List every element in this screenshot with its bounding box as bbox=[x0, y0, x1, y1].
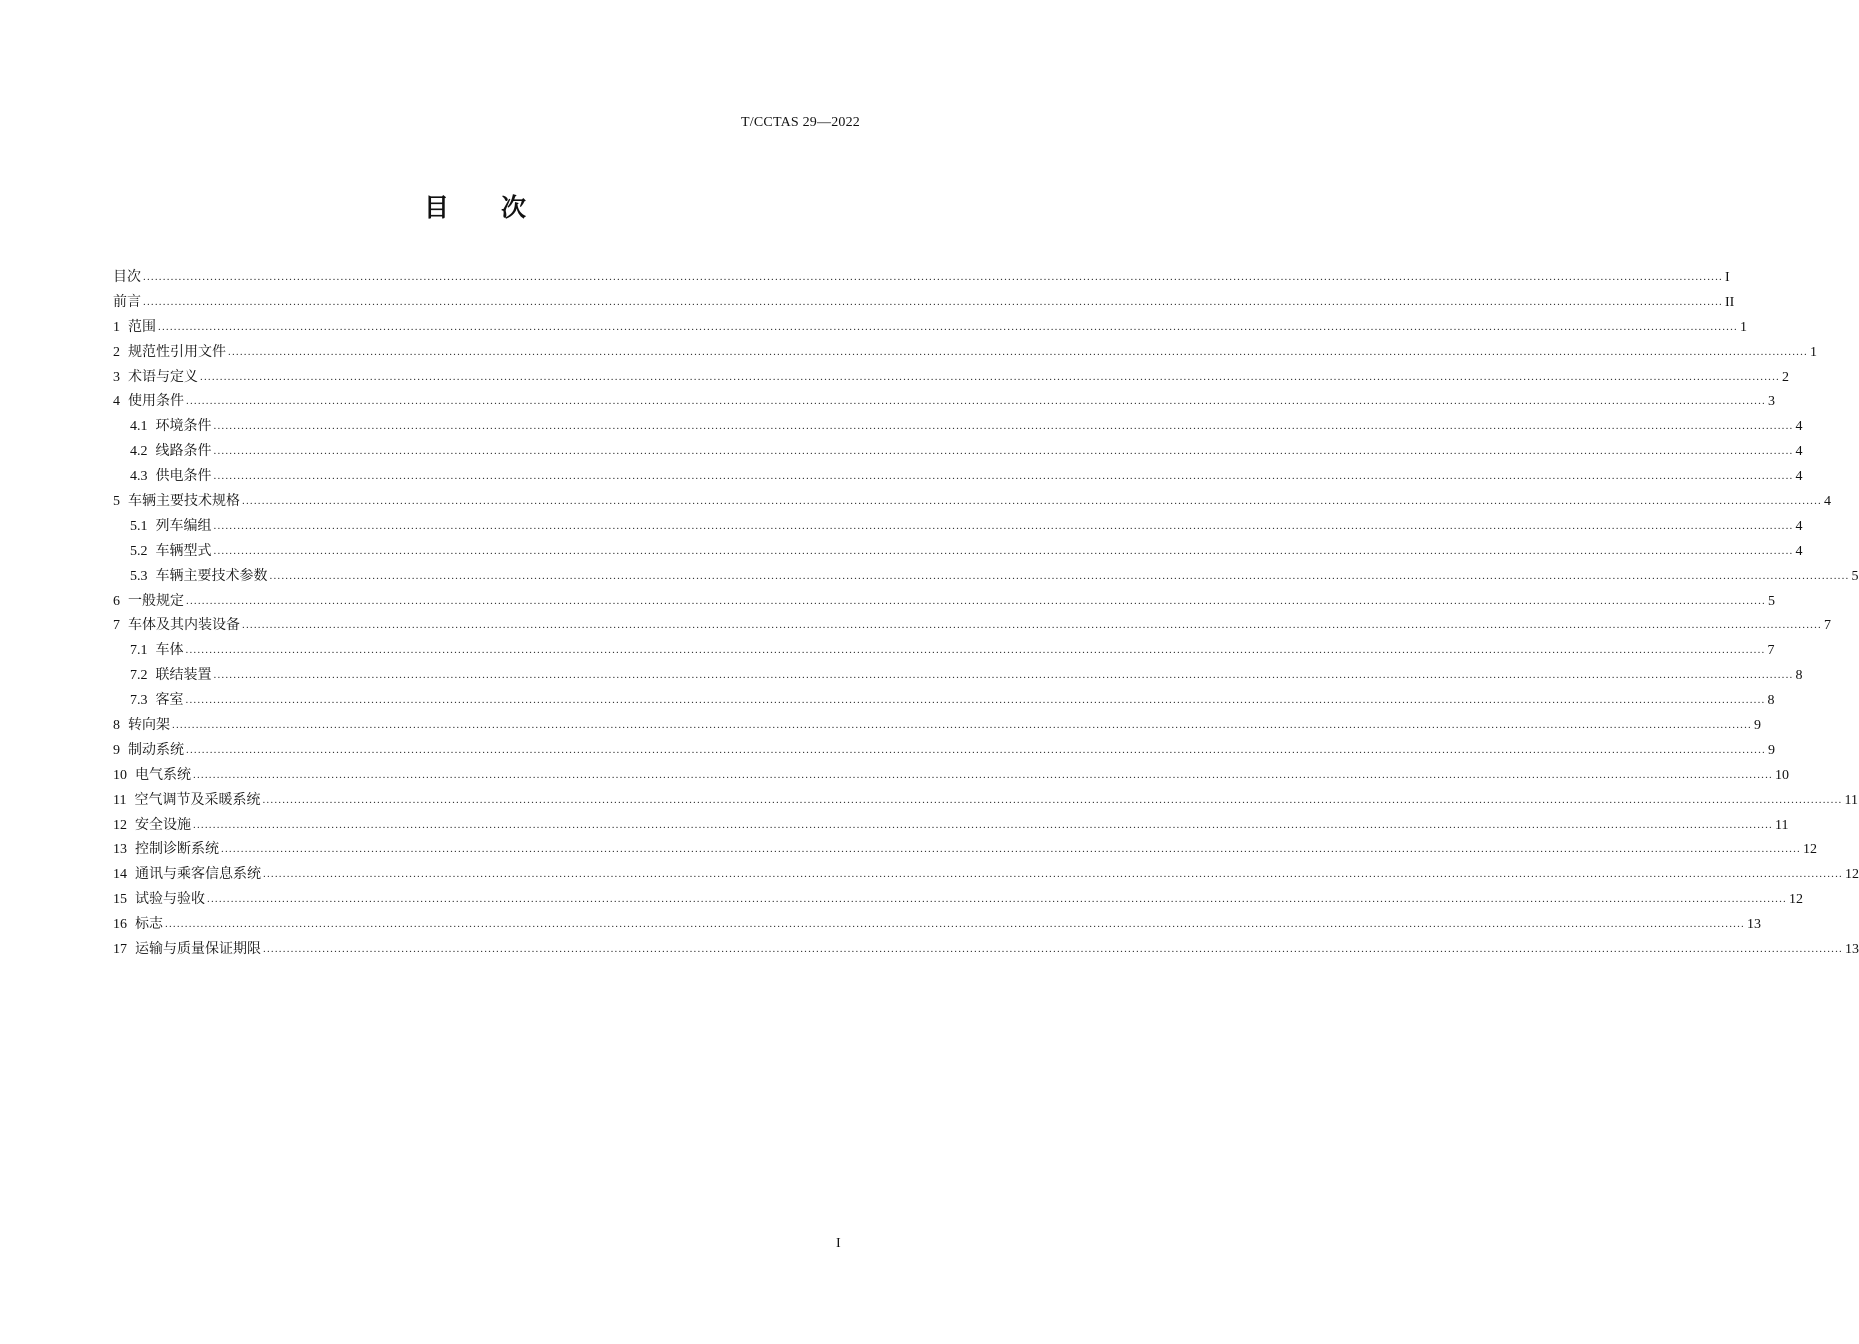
toc-entry-title: 环境条件 bbox=[155, 418, 212, 435]
toc-dot-leader: ................................................................................................................................................................................................................................................................................................................................................................................................................ bbox=[221, 843, 1801, 856]
toc-entry-number: 15 bbox=[113, 892, 127, 908]
toc-entry-page: 11 bbox=[1775, 817, 1789, 833]
toc-entry[interactable] bbox=[113, 489, 1831, 514]
toc-entry[interactable] bbox=[113, 763, 1789, 788]
toc-entry-page: 3 bbox=[1768, 394, 1775, 410]
toc-dot-leader: ................................................................................................................................................................................................................................................................................................................................................................................................................ bbox=[242, 619, 1822, 632]
toc-entry[interactable] bbox=[113, 414, 1803, 439]
toc-entry-number: 12 bbox=[113, 817, 127, 833]
toc-dot-leader: ................................................................................................................................................................................................................................................................................................................................................................................................................ bbox=[185, 694, 1766, 707]
toc-entry-number: 9 bbox=[113, 742, 120, 758]
toc-dot-leader: ................................................................................................................................................................................................................................................................................................................................................................................................................ bbox=[165, 918, 1745, 931]
toc-entry[interactable] bbox=[113, 290, 1735, 315]
toc-entry-number: 8 bbox=[113, 718, 120, 734]
toc-dot-leader: ................................................................................................................................................................................................................................................................................................................................................................................................................ bbox=[207, 893, 1787, 906]
toc-entry-number: 5.3 bbox=[130, 568, 148, 584]
toc-entry-title: 使用条件 bbox=[128, 393, 184, 410]
toc-entry-title: 车辆主要技术规格 bbox=[128, 493, 240, 510]
toc-entry-title: 目次 bbox=[113, 269, 141, 285]
toc-entry-number: 7.3 bbox=[130, 693, 148, 709]
toc-dot-leader: ................................................................................................................................................................................................................................................................................................................................................................................................................ bbox=[228, 345, 1808, 358]
toc-entry-title: 车体 bbox=[155, 642, 184, 659]
toc-entry-page: 8 bbox=[1767, 693, 1775, 709]
toc-entry-title: 客室 bbox=[155, 692, 184, 709]
toc-entry-title: 列车编组 bbox=[155, 517, 212, 534]
toc-entry-page: 5 bbox=[1851, 568, 1859, 584]
toc-entry-page: 1 bbox=[1810, 344, 1817, 360]
toc-entry-number: 7 bbox=[113, 618, 120, 634]
toc-entry-title: 范围 bbox=[128, 318, 156, 335]
toc-entry-page: 9 bbox=[1754, 718, 1761, 734]
toc-entry-page: 4 bbox=[1795, 518, 1803, 534]
toc-entry-number: 4 bbox=[113, 394, 120, 410]
toc-entry[interactable] bbox=[113, 788, 1858, 813]
toc-dot-leader: ................................................................................................................................................................................................................................................................................................................................................................................................................ bbox=[200, 370, 1780, 383]
toc-entry-number: 10 bbox=[113, 767, 127, 783]
toc-entry[interactable] bbox=[113, 514, 1803, 539]
toc-entry-page: 9 bbox=[1768, 742, 1775, 758]
toc-entry[interactable] bbox=[113, 389, 1775, 414]
toc-entry-title: 运输与质量保证期限 bbox=[135, 941, 261, 958]
document-code: T/CCTAS 29—2022 bbox=[741, 115, 860, 130]
toc-entry-page: 4 bbox=[1795, 469, 1803, 485]
page-title bbox=[0, 188, 950, 224]
toc-entry-number: 7.2 bbox=[130, 668, 148, 684]
toc-entry-title: 通讯与乘客信息系统 bbox=[135, 866, 261, 883]
toc-entry[interactable] bbox=[113, 663, 1803, 688]
toc-dot-leader: ................................................................................................................................................................................................................................................................................................................................................................................................................ bbox=[172, 719, 1752, 732]
toc-dot-leader: ................................................................................................................................................................................................................................................................................................................................................................................................................ bbox=[158, 320, 1738, 333]
toc-dot-leader: ................................................................................................................................................................................................................................................................................................................................................................................................................ bbox=[186, 743, 1766, 756]
toc-entry-title: 控制诊断系统 bbox=[135, 841, 219, 858]
toc-dot-leader: ................................................................................................................................................................................................................................................................................................................................................................................................................ bbox=[186, 395, 1766, 408]
toc-entry[interactable] bbox=[113, 265, 1730, 290]
toc-entry[interactable] bbox=[113, 315, 1747, 340]
toc-entry[interactable] bbox=[113, 862, 1859, 887]
page-title-part2: 次 bbox=[501, 193, 527, 222]
toc-entry-number: 5 bbox=[113, 494, 120, 510]
page-title-part1: 目 bbox=[423, 193, 449, 222]
toc-entry-number: 14 bbox=[113, 867, 127, 883]
toc-entry-page: 12 bbox=[1789, 892, 1803, 908]
toc-entry-number: 4.3 bbox=[130, 469, 148, 485]
toc-dot-leader: ................................................................................................................................................................................................................................................................................................................................................................................................................ bbox=[263, 868, 1843, 881]
toc-entry-page: 11 bbox=[1844, 792, 1858, 808]
toc-dot-leader: ................................................................................................................................................................................................................................................................................................................................................................................................................ bbox=[143, 271, 1723, 283]
table-of-contents bbox=[113, 265, 1859, 962]
toc-entry-title: 空气调节及采暖系统 bbox=[134, 791, 261, 808]
toc-entry-title: 电气系统 bbox=[135, 766, 191, 783]
toc-entry[interactable] bbox=[113, 887, 1803, 912]
toc-entry-number: 17 bbox=[113, 942, 127, 958]
toc-entry-page: 4 bbox=[1795, 444, 1803, 460]
toc-entry-page: 4 bbox=[1795, 419, 1803, 435]
toc-entry-title: 供电条件 bbox=[155, 468, 212, 485]
toc-entry-number: 5.2 bbox=[130, 543, 148, 559]
toc-dot-leader: ................................................................................................................................................................................................................................................................................................................................................................................................................ bbox=[213, 445, 1794, 458]
toc-dot-leader: ................................................................................................................................................................................................................................................................................................................................................................................................................ bbox=[185, 644, 1766, 657]
toc-entry-number: 6 bbox=[113, 593, 120, 609]
toc-entry-page: 13 bbox=[1747, 917, 1761, 933]
toc-entry-number: 3 bbox=[113, 369, 120, 385]
toc-entry-page: 13 bbox=[1845, 942, 1859, 958]
toc-entry-number: 5.1 bbox=[130, 518, 148, 534]
toc-entry[interactable] bbox=[113, 439, 1803, 464]
toc-entry-number: 11 bbox=[113, 792, 127, 808]
toc-entry-number: 13 bbox=[113, 842, 127, 858]
toc-entry-page: 2 bbox=[1782, 369, 1789, 385]
page-number: I bbox=[836, 1236, 841, 1251]
toc-entry[interactable] bbox=[113, 638, 1775, 663]
toc-entry-number: 2 bbox=[113, 344, 120, 360]
toc-entry[interactable] bbox=[113, 613, 1831, 638]
toc-entry-title: 试验与验收 bbox=[135, 891, 205, 908]
toc-entry-page: 8 bbox=[1795, 668, 1803, 684]
toc-entry[interactable] bbox=[113, 912, 1761, 937]
toc-entry[interactable] bbox=[113, 837, 1817, 862]
toc-dot-leader: ................................................................................................................................................................................................................................................................................................................................................................................................................ bbox=[193, 768, 1773, 781]
toc-entry-title: 前言 bbox=[113, 293, 141, 310]
toc-entry[interactable] bbox=[113, 365, 1789, 390]
toc-entry[interactable] bbox=[113, 713, 1761, 738]
toc-dot-leader: ................................................................................................................................................................................................................................................................................................................................................................................................................ bbox=[213, 544, 1794, 557]
toc-dot-leader: ................................................................................................................................................................................................................................................................................................................................................................................................................ bbox=[269, 569, 1850, 582]
toc-entry-title: 车辆型式 bbox=[155, 542, 212, 559]
toc-entry-title: 标志 bbox=[135, 916, 163, 933]
toc-entry-number: 16 bbox=[113, 917, 127, 933]
toc-entry[interactable] bbox=[113, 340, 1817, 365]
toc-dot-leader: ................................................................................................................................................................................................................................................................................................................................................................................................................ bbox=[143, 295, 1723, 308]
toc-entry-title: 转向架 bbox=[128, 717, 170, 734]
toc-entry-number: 4.2 bbox=[130, 444, 148, 460]
toc-entry[interactable] bbox=[113, 937, 1859, 962]
toc-entry[interactable] bbox=[113, 564, 1859, 589]
toc-entry-title: 规范性引用文件 bbox=[128, 343, 226, 360]
toc-entry-title: 车辆主要技术参数 bbox=[155, 567, 268, 584]
toc-entry-number: 4.1 bbox=[130, 419, 148, 435]
toc-entry-title: 术语与定义 bbox=[128, 368, 198, 385]
toc-dot-leader: ................................................................................................................................................................................................................................................................................................................................................................................................................ bbox=[262, 793, 1843, 806]
toc-entry-number: 1 bbox=[113, 319, 120, 335]
toc-entry-page: 12 bbox=[1845, 867, 1859, 883]
toc-dot-leader: ................................................................................................................................................................................................................................................................................................................................................................................................................ bbox=[213, 519, 1794, 532]
toc-dot-leader: ................................................................................................................................................................................................................................................................................................................................................................................................................ bbox=[213, 420, 1794, 433]
toc-entry-page: 7 bbox=[1767, 643, 1775, 659]
toc-dot-leader: ................................................................................................................................................................................................................................................................................................................................................................................................................ bbox=[213, 669, 1794, 682]
toc-dot-leader: ................................................................................................................................................................................................................................................................................................................................................................................................................ bbox=[263, 943, 1843, 956]
toc-entry-number: 7.1 bbox=[130, 643, 148, 659]
toc-entry-page: I bbox=[1725, 270, 1730, 285]
toc-entry[interactable] bbox=[113, 464, 1803, 489]
toc-entry-title: 一般规定 bbox=[128, 592, 184, 609]
toc-dot-leader: ................................................................................................................................................................................................................................................................................................................................................................................................................ bbox=[193, 818, 1773, 831]
toc-entry-title: 制动系统 bbox=[128, 741, 184, 758]
toc-dot-leader: ................................................................................................................................................................................................................................................................................................................................................................................................................ bbox=[242, 495, 1822, 508]
toc-entry-page: 12 bbox=[1803, 842, 1817, 858]
toc-entry-page: 4 bbox=[1824, 494, 1831, 510]
toc-entry[interactable] bbox=[113, 589, 1775, 614]
toc-entry-page: 5 bbox=[1768, 593, 1775, 609]
toc-entry-page: 1 bbox=[1740, 319, 1747, 335]
toc-entry-page: 7 bbox=[1824, 618, 1831, 634]
toc-entry-page: 4 bbox=[1795, 543, 1803, 559]
toc-entry-page: 10 bbox=[1775, 767, 1789, 783]
toc-entry[interactable] bbox=[113, 813, 1789, 838]
toc-dot-leader: ................................................................................................................................................................................................................................................................................................................................................................................................................ bbox=[186, 594, 1766, 607]
toc-entry-title: 车体及其内装设备 bbox=[128, 617, 240, 634]
toc-entry-title: 线路条件 bbox=[155, 443, 212, 460]
toc-entry[interactable] bbox=[113, 539, 1803, 564]
toc-entry[interactable] bbox=[113, 738, 1775, 763]
toc-entry-title: 联结装置 bbox=[155, 667, 212, 684]
toc-entry[interactable] bbox=[113, 688, 1775, 713]
toc-entry-title: 安全设施 bbox=[135, 816, 191, 833]
toc-entry-page: II bbox=[1725, 294, 1735, 310]
toc-dot-leader: ................................................................................................................................................................................................................................................................................................................................................................................................................ bbox=[213, 470, 1794, 483]
